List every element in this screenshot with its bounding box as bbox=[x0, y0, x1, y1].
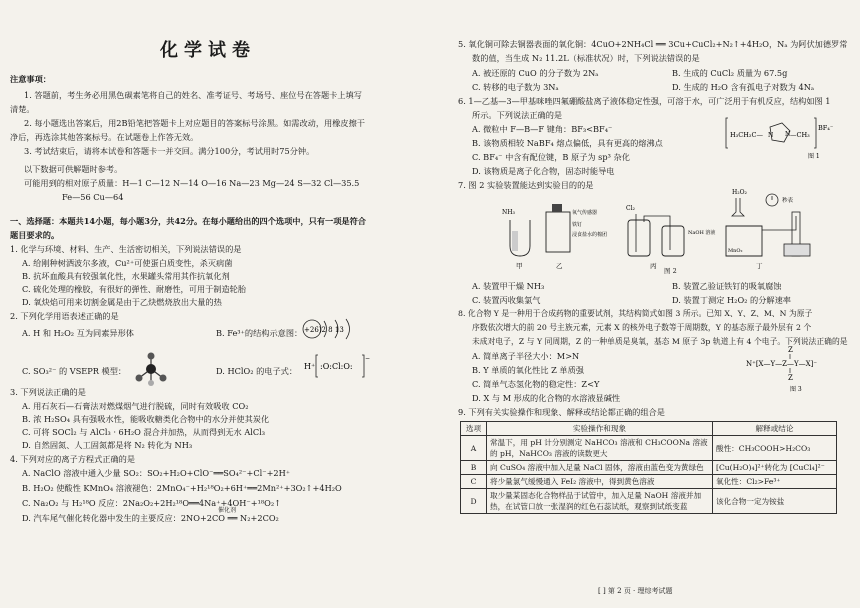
table-cell: 常温下，用 pH 计分别测定 NaHCO₃ 溶液和 CH₃COONa 溶液的 pH，NaHCO₃ 溶液的读数更大 bbox=[487, 436, 713, 461]
salt-label: 浸食盐水的棉团 bbox=[572, 232, 608, 238]
bf4-label: BF₄⁻ bbox=[818, 124, 834, 132]
svg-text:Z: Z bbox=[788, 374, 793, 382]
option-line: D. 汽车尾气催化转化器中发生的主要反应：2NO+2CO ══ N₂+2CO₂ bbox=[22, 513, 279, 523]
option-line: D. 氧炔焰可用来切割金属是由于乙炔燃烧放出大量的热 bbox=[22, 297, 222, 307]
option-line: C. BF₄⁻ 中含有配位键，B 原子为 sp³ 杂化 bbox=[472, 152, 630, 162]
electron-formula-diagram bbox=[302, 352, 372, 380]
svg-text:N⁺[X—Y—Z—Y—X]⁻: N⁺[X—Y—Z—Y—X]⁻ bbox=[746, 360, 818, 368]
fe-structure-text: +26)2 8 13 bbox=[304, 326, 344, 334]
iron-label: 铁钉 bbox=[572, 222, 583, 228]
figure-3-structure bbox=[746, 344, 826, 394]
option-line: A. 简单离子半径大小：M>N bbox=[472, 351, 580, 361]
question-line: 8. 化合物 Y 是一种用于合成药物的重要试剂，其结构简式如图 3 所示。已知 X、Y、Z、M、N 为原子 bbox=[458, 309, 813, 318]
question-line: 未成对电子，Z 与 Y 同周期，Z 的一种单质是臭氧，基态 M 原子 3p 轨道上有 4 个电子。下列说法正确的是 bbox=[472, 337, 848, 346]
option-line: A. 被还原的 CuO 的分子数为 2Nₐ bbox=[472, 68, 599, 78]
fig2-caption: 图 2 bbox=[664, 267, 677, 275]
option-line: A. 微粒中 F—B—F 键角：BF₃<BF₄⁻ bbox=[472, 124, 613, 134]
option-line: A. 用石灰石—石膏法对燃煤烟气进行脱硫，同时有效吸收 CO₂ bbox=[22, 401, 249, 411]
table-row bbox=[461, 475, 837, 489]
question-line: 所示。下列说法正确的是 bbox=[472, 110, 563, 120]
note-line: 净后，再选涂其他答案标号。在试题卷上作答无效。 bbox=[10, 132, 199, 142]
fig3-caption: 图 3 bbox=[790, 386, 802, 393]
table-row bbox=[461, 461, 837, 475]
question-line: 序数依次增大的前 20 号主族元素，元素 X 的核外电子数等于周期数，Y 的基态原子最外层有 2 个 bbox=[472, 323, 812, 332]
table-cell: 氧化性：Cl₂>Fe³⁺ bbox=[713, 475, 837, 489]
vsepr-model-diagram bbox=[134, 352, 168, 386]
svg-text:Z: Z bbox=[788, 346, 793, 354]
option-line: C. SO₃²⁻ 的 VSEPR 模型： bbox=[22, 366, 127, 376]
option-line: B. 抗坏血酸具有较强氧化性，水果罐头常用其作抗氧化剂 bbox=[22, 271, 230, 281]
option-line: B. H₂O₂ 使酸性 KMnO₄ 溶液褪色：2MnO₄⁻+H₂¹⁸O₂+6H⁺══2Mn²⁺+3O₂↑+4H₂O bbox=[22, 483, 342, 493]
table-row bbox=[461, 489, 837, 514]
table-cell: 该化合物一定为铵盐 bbox=[713, 489, 837, 514]
cl2-label: Cl₂ bbox=[626, 205, 635, 212]
table-cell: D bbox=[461, 489, 487, 514]
table-cell: 将少量氯气缓慢通入 FeI₂ 溶液中，得到黄色溶液 bbox=[487, 475, 713, 489]
question-line: 3. 下列说法正确的是 bbox=[10, 387, 86, 397]
note-line: 2. 每小题选出答案后，用2B铅笔把答题卡上对应题目的答案标号涂黑。如需改动，用橡皮擦干 bbox=[24, 118, 365, 128]
question-line: 6. 1—乙基—3—甲基咪唑四氟硼酸盐离子液体稳定性强，可溶于水，可广泛用于有机反应，结构如图 1 bbox=[458, 96, 831, 106]
o2sensor-label: 氧气传感器 bbox=[572, 210, 598, 216]
option-line: D. 生成的 H₂O 含有孤电子对数为 4Nₐ bbox=[672, 82, 815, 92]
option-line: D. X 与 M 形成的化合物的水溶液显碱性 bbox=[472, 393, 621, 403]
option-line: D. 自然固氮、人工固氮都是将 N₂ 转化为 NH₃ bbox=[22, 440, 193, 450]
question-line: 数的值，当生成 N₂ 11.2L（标准状况）时，下列说法错误的是 bbox=[472, 53, 700, 63]
bing-label: 丙 bbox=[650, 262, 657, 270]
option-line: A. H 和 H₂O₂ 互为同素异形体 bbox=[22, 328, 134, 338]
svg-text:N: N bbox=[785, 131, 791, 138]
question-line: 4. 下列对应的离子方程式正确的是 bbox=[10, 454, 136, 464]
table-cell: 向 CuSO₄ 溶液中加入足量 NaCl 固体，溶液由蓝色变为黄绿色 bbox=[487, 461, 713, 475]
svg-text::O:Cl:O:: :O:Cl:O: bbox=[320, 362, 353, 371]
data-line: 以下数据可供解题时参考。 bbox=[24, 164, 123, 174]
svg-text:H⁺: H⁺ bbox=[304, 362, 316, 371]
fig1-caption: 图 1 bbox=[808, 153, 820, 160]
option-line: D. 装置丁测定 H₂O₂ 的分解速率 bbox=[672, 295, 791, 305]
table-row bbox=[461, 436, 837, 461]
section-heading: 题目要求的。 bbox=[10, 230, 60, 240]
option-line: B. 装置乙验证铁钉的吸氧腐蚀 bbox=[672, 281, 782, 291]
svg-text:N: N bbox=[768, 132, 774, 139]
option-line: C. 硫化处理的橡胶，有很好的弹性、耐磨性，可用于制造轮胎 bbox=[22, 284, 247, 294]
option-line: C. 转移的电子数为 3Nₐ bbox=[472, 82, 559, 92]
ding-label: 丁 bbox=[756, 262, 763, 270]
question-line: 9. 下列有关实验操作和现象、解释或结论都正确的组合是 bbox=[458, 407, 665, 417]
table-header: 实验操作和现象 bbox=[487, 422, 713, 436]
svg-text:−: − bbox=[365, 355, 371, 362]
table-cell: B bbox=[461, 461, 487, 475]
notes-heading: 注意事项： bbox=[10, 74, 51, 84]
option-line: C. 简单气态氢化物的稳定性：Z<Y bbox=[472, 379, 600, 389]
option-line: B. Fe³⁺的结构示意图： bbox=[216, 328, 303, 338]
svg-text:H₃CH₂C—: H₃CH₂C— bbox=[730, 131, 763, 139]
catalyst-label: 催化剂 bbox=[218, 507, 237, 514]
table-cell: A bbox=[461, 436, 487, 461]
note-line: 1. 答题前，考生务必用黑色碳素笔将自己的姓名、准考证号、考场号、座位号在答题卡上填写 bbox=[24, 90, 362, 100]
options-table bbox=[460, 421, 837, 514]
question-line: 2. 下列化学用语表述正确的是 bbox=[10, 311, 119, 321]
figure-1-ionic-liquid bbox=[724, 115, 836, 161]
table-header: 选项 bbox=[461, 422, 487, 436]
svg-text:—CH₃: —CH₃ bbox=[790, 131, 810, 139]
option-line: A. 装置甲干燥 NH₃ bbox=[472, 281, 545, 291]
option-line: D. HClO₂ 的电子式： bbox=[216, 366, 298, 376]
jia-label: 甲 bbox=[516, 262, 523, 270]
question-line: 7. 图 2 实验装置能达到实验目的的是 bbox=[458, 180, 594, 190]
data-line: 可能用到的相对原子质量：H—1 C—12 N—14 O—16 Na—23 Mg—24 S—32 Cl—35.5 bbox=[24, 178, 360, 188]
option-line: C. 可将 SOCl₂ 与 AlCl₃ · 6H₂O 混合并加热，从而得到无水 AlCl₃ bbox=[22, 427, 266, 437]
table-header: 解释或结论 bbox=[713, 422, 837, 436]
note-line: 清楚。 bbox=[10, 104, 35, 114]
page-title: 化学试卷 bbox=[160, 40, 256, 61]
option-line: A. 给刚种树洒波尔多液，Cu²⁺可使蛋白质变性，杀灭病菌 bbox=[22, 258, 233, 268]
stopwatch-label: 秒表 bbox=[782, 198, 794, 204]
option-line: B. Y 单质的氧化性比 Z 单质强 bbox=[472, 365, 584, 375]
option-line: B. 浓 H₂SO₄ 具有强吸水性，能吸收糖类化合物中的水分并使其炭化 bbox=[22, 414, 270, 424]
naoh-label: NaOH 溶液 bbox=[688, 230, 716, 236]
option-line: A. NaClO 溶液中通入少量 SO₂：SO₂+H₂O+ClO⁻══SO₄²⁻+Cl⁻+2H⁺ bbox=[22, 468, 291, 478]
yi-label: 乙 bbox=[556, 262, 563, 270]
option-line: C. 装置丙收集氯气 bbox=[472, 295, 541, 305]
page-footer: [ ] 第 2 页 · 理综考试题 bbox=[598, 587, 673, 595]
option-line: D. 该物质是离子化合物，固态时能导电 bbox=[472, 166, 615, 176]
option-line: B. 该物质相较 NaBF₄ 熔点偏低，具有更高的熔沸点 bbox=[472, 138, 663, 148]
question-line: 5. 氧化铜可除去铜器表面的氧化铜：4CuO+2NH₄Cl ══ 3Cu+CuCl₂+N₂↑+4H₂O，Nₐ 为阿伏加德罗常 bbox=[458, 39, 848, 49]
table-cell: 酸性：CH₃COOH>H₂CO₃ bbox=[713, 436, 837, 461]
nh3-label: NH₃ bbox=[502, 209, 515, 216]
h2o2-label: H₂O₂ bbox=[732, 189, 747, 196]
section-heading: 一、选择题：本题共14小题，每小题3分，共42分。在每小题给出的四个选项中，只有一项是符合 bbox=[10, 216, 366, 226]
option-line: B. 生成的 CuCl₂ 质量为 67.5g bbox=[672, 68, 788, 78]
fe-structure-diagram bbox=[302, 318, 362, 340]
note-line: 3. 考试结束后，请将本试卷和答题卡一并交回。满分100分，考试用时75分钟。 bbox=[24, 146, 315, 156]
table-cell: [Cu(H₂O)₄]²⁺转化为 [CuCl₄]²⁻ bbox=[713, 461, 837, 475]
table-cell: C bbox=[461, 475, 487, 489]
option-line: C. Na₂O₂ 与 H₂¹⁸O 反应：2Na₂O₂+2H₂¹⁸O══4Na⁺+4OH⁻+¹⁸O₂↑ bbox=[22, 498, 282, 508]
data-line: Fe—56 Cu—64 bbox=[62, 192, 124, 202]
question-line: 1. 化学与环境、材料、生产、生活密切相关，下列说法错误的是 bbox=[10, 244, 242, 254]
mno2-label: MnO₂ bbox=[728, 248, 743, 254]
table-cell: 取少量某固态化合物样品于试管中，加入足量 NaOH 溶液并加热，在试管口放一张湿润的红色石蕊试纸，观察到试纸变蓝 bbox=[487, 489, 713, 514]
figure-2-apparatus bbox=[500, 186, 835, 272]
